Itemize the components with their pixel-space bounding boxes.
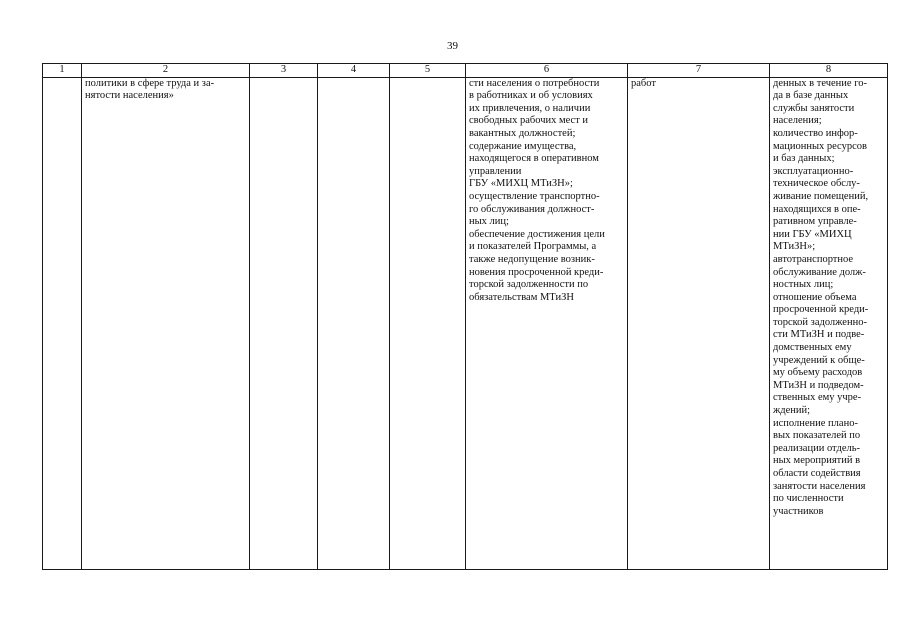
cell-text-line: учреждений к обще- xyxy=(773,354,865,366)
cell-text-line: МТиЗН»; xyxy=(773,241,816,253)
cell-text-line: нятости населения» xyxy=(85,90,174,102)
cell-col-1 xyxy=(43,77,82,569)
cell-text-line: МТиЗН и подведом- xyxy=(773,379,864,391)
cell-text-line: вакантных должностей; xyxy=(469,127,576,139)
cell-text-line: работ xyxy=(631,77,656,89)
cell-text-line: техническое обслу- xyxy=(773,178,860,190)
cell-text-line: находящегося в оперативном xyxy=(469,153,599,165)
cell-text-line: обязательствам МТиЗН xyxy=(469,291,574,303)
cell-text-line: торской задолженности по xyxy=(469,279,589,291)
cell-text-line: ГБУ «МИХЦ МТиЗН»; xyxy=(469,178,573,190)
cell-text-line: ных лиц; xyxy=(469,216,509,228)
cell-text-line: осуществление транспортно- xyxy=(469,190,600,202)
cell-text-line: управлении xyxy=(469,165,522,177)
page-number: 39 xyxy=(447,40,458,52)
cell-text-line: вых показателей по xyxy=(773,430,861,442)
cell-text-line: ностных лиц; xyxy=(773,279,834,291)
cell-col-6 xyxy=(466,77,628,569)
cell-text-line: нии ГБУ «МИХЦ xyxy=(773,228,852,240)
cell-text-line: да в базе данных xyxy=(773,90,849,102)
column-header-6: 6 xyxy=(466,64,628,78)
cell-text-line: ративном управле- xyxy=(773,216,857,228)
cell-text-line: свободных рабочих мест и xyxy=(469,115,589,127)
column-header-7: 7 xyxy=(628,64,770,78)
cell-text-line: количество инфор- xyxy=(773,127,858,139)
cell-text-line: отношение объема xyxy=(773,291,857,303)
cell-text-line: и показателей Программы, а xyxy=(469,241,597,253)
column-header-2: 2 xyxy=(82,64,250,78)
cell-text-line: ных мероприятий в xyxy=(773,455,861,467)
cell-text-line: денных в течение го- xyxy=(773,77,867,89)
cell-text-line: и баз данных; xyxy=(773,153,835,165)
cell-text-line: мационных ресурсов xyxy=(773,140,867,152)
cell-col-2 xyxy=(82,77,250,569)
column-header-3: 3 xyxy=(250,64,318,78)
cell-text-line: их привлечения, о наличии xyxy=(469,102,591,114)
cell-text-line: торской задолженно- xyxy=(773,316,867,328)
cell-text-line: по численности xyxy=(773,493,844,505)
cell-text-line: области содействия xyxy=(773,468,861,479)
cell-text-line: находящихся в опе- xyxy=(773,203,861,215)
cell-text-line: службы занятости xyxy=(773,102,855,114)
column-header-8: 8 xyxy=(770,64,888,78)
cell-text-line: эксплуатационно- xyxy=(773,165,854,177)
cell-text-line: исполнение плано- xyxy=(773,417,858,429)
cell-col-5 xyxy=(390,77,466,569)
cell-text-line: му объему расходов xyxy=(773,367,863,379)
column-header-5: 5 xyxy=(390,64,466,78)
cell-text-line: обеспечение достижения цели xyxy=(469,228,605,240)
column-number-row xyxy=(43,64,888,78)
table-row xyxy=(43,77,888,569)
column-header-4: 4 xyxy=(318,64,390,78)
cell-text-line: занятости населения xyxy=(773,480,866,492)
cell-text-line: обслуживание долж- xyxy=(773,266,866,278)
cell-text-line: просроченной креди- xyxy=(773,304,869,316)
data-table xyxy=(42,63,888,570)
cell-text-line: ждений; xyxy=(773,405,811,417)
cell-text-line: также недопущение возник- xyxy=(469,253,595,265)
cell-col-7 xyxy=(628,77,770,569)
cell-text-line: содержание имущества, xyxy=(469,140,577,152)
cell-col-4 xyxy=(318,77,390,569)
cell-text-line: населения; xyxy=(773,115,822,127)
cell-text-line: новения просроченной креди- xyxy=(469,266,604,278)
cell-text-line: реализации отдель- xyxy=(773,442,861,454)
cell-text-line: домственных ему xyxy=(773,342,852,354)
column-header-1: 1 xyxy=(43,64,82,78)
cell-text-line: сти населения о потребности xyxy=(469,77,600,89)
cell-text-line: го обслуживания должност- xyxy=(469,203,595,215)
cell-text-line: автотранспортное xyxy=(773,253,854,265)
cell-text-line: сти МТиЗН и подве- xyxy=(773,329,865,341)
cell-text-line: участников xyxy=(773,505,824,517)
cell-text-line: ственных ему учре- xyxy=(773,392,862,404)
cell-text-line: политики в сфере труда и за- xyxy=(85,77,215,89)
cell-text-line: живание помещений, xyxy=(773,190,869,202)
cell-col-8 xyxy=(770,77,888,569)
cell-col-3 xyxy=(250,77,318,569)
cell-text-line: в работниках и об условиях xyxy=(469,90,593,102)
